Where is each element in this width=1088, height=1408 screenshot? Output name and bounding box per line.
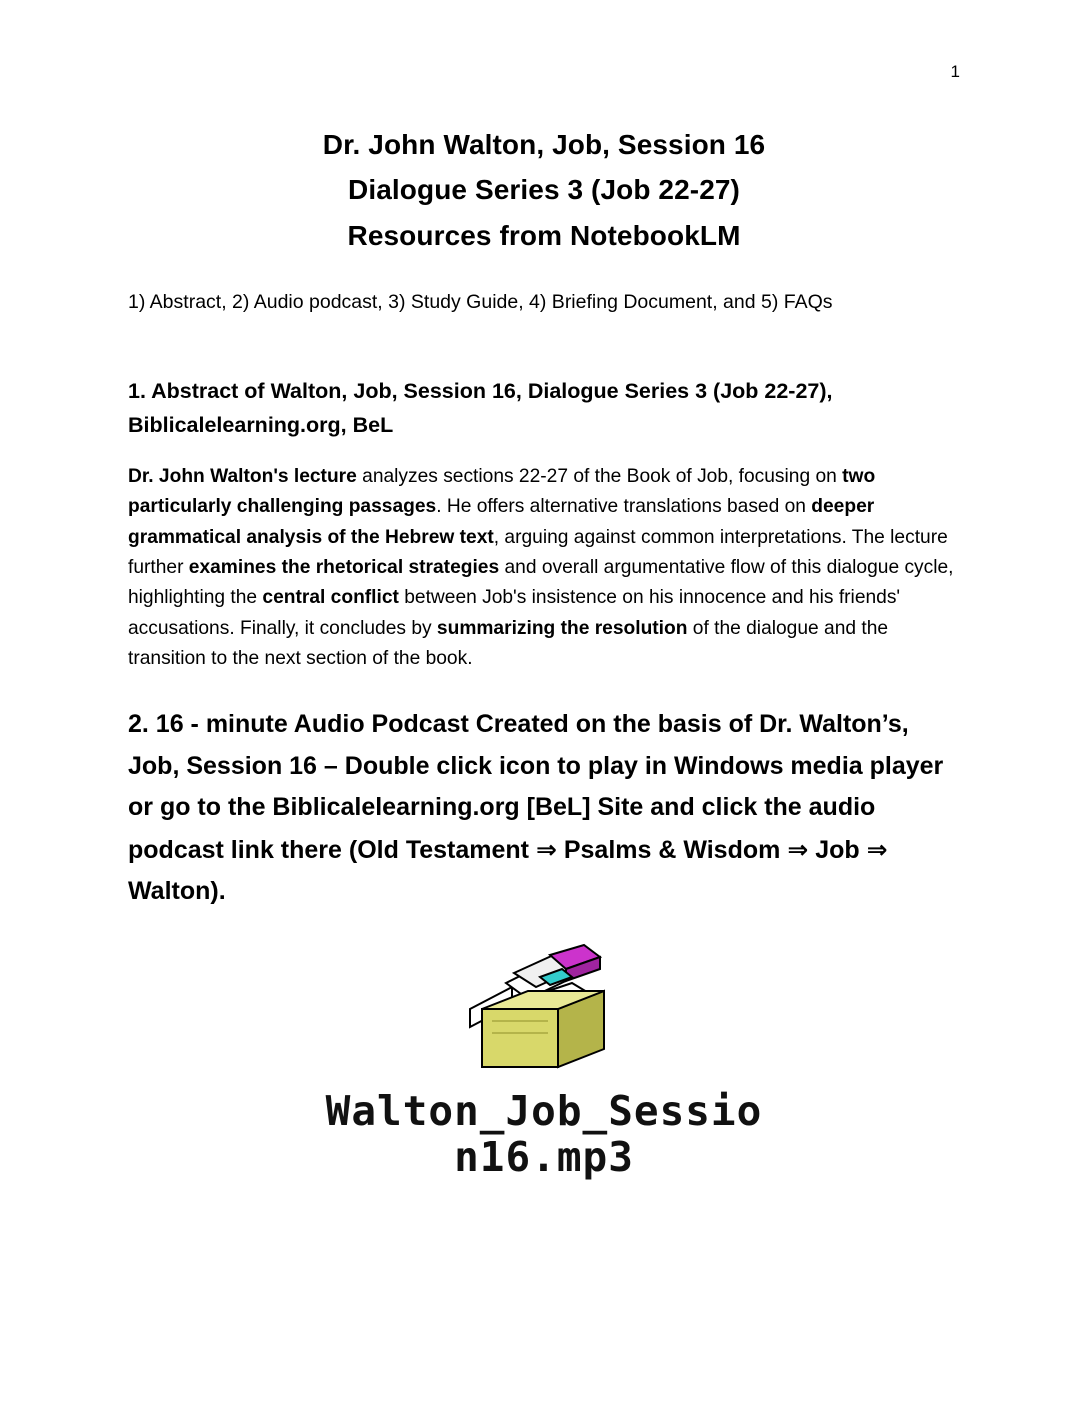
- section-2-text-part-4: Walton).: [128, 877, 226, 906]
- page-number: 1: [950, 62, 960, 81]
- title-line-1: Dr. John Walton, Job, Session 16: [322, 129, 766, 160]
- section-1-heading-line-1: 1. Abstract of Walton, Job, Session 16, Dialogue Series 3 (Job 22-27),: [128, 379, 833, 404]
- media-package-icon[interactable]: [454, 943, 634, 1083]
- abstract-text-2: . He offers alternative translations based on: [436, 496, 812, 518]
- abstract-bold-6: summarizing the resolution: [436, 617, 688, 639]
- title-line-2: Dialogue Series 3 (Job 22-27): [348, 174, 740, 206]
- abstract-text-4: and overall argumentative flow of this dialogue cycle, highlighting the: [128, 556, 954, 609]
- arrow-icon-2: ⇒: [787, 834, 809, 864]
- audio-object-icon-wrap[interactable]: [224, 943, 864, 1181]
- abstract-bold-5: central conflict: [262, 587, 399, 609]
- section-1-heading: [128, 375, 960, 442]
- section-1-abstract-paragraph: [128, 462, 960, 674]
- abstract-bold-4: examines the rhetorical strategies: [188, 556, 500, 578]
- abstract-bold-1: Dr. John Walton's lecture: [128, 465, 357, 487]
- audio-object-filename: [224, 1086, 864, 1181]
- section-2-text-part-1: 2. 16 - minute Audio Podcast Created on the basis of Dr. Walton’s, Job, Session 16 – Double click icon to play in Windows media player or go to the Biblicalelearning.org [BeL] Site and click the audio podcast link there (Old Testament: [128, 710, 944, 864]
- audio-filename-line-2: n16.mp3: [454, 1132, 634, 1181]
- arrow-icon-3: ⇒: [866, 834, 888, 864]
- embedded-audio-object[interactable]: [128, 943, 960, 1181]
- abstract-bold-2: two particularly challenging passages: [128, 465, 876, 518]
- resources-list-line: 1) Abstract, 2) Audio podcast, 3) Study Guide, 4) Briefing Document, and 5) FAQs: [128, 291, 833, 314]
- arrow-icon-1: ⇒: [535, 834, 557, 864]
- abstract-text-3: , arguing against common interpretations. The lecture further: [128, 526, 948, 578]
- section-2-text-part-3: Job: [808, 835, 867, 864]
- title-line-3: Resources from NotebookLM: [347, 219, 741, 251]
- section-2-text-part-2: Psalms & Wisdom: [556, 835, 788, 864]
- section-1-heading-line-2: Biblicalelearning.org, BeL: [128, 412, 394, 437]
- abstract-bold-3: deeper grammatical analysis of the Hebrew text: [128, 496, 875, 548]
- abstract-text-1: analyzes sections 22-27 of the Book of Job, focusing on: [356, 465, 843, 487]
- document-title: [128, 122, 960, 258]
- audio-filename-line-1: Walton_Job_Sessio: [325, 1086, 763, 1135]
- abstract-text-6: of the dialogue and the transition to the next section of the book.: [128, 617, 889, 669]
- abstract-text-5: between Job's insistence on his innocence and his friends' accusations. Finally, it concludes by: [128, 587, 901, 639]
- section-2-heading: [128, 704, 960, 913]
